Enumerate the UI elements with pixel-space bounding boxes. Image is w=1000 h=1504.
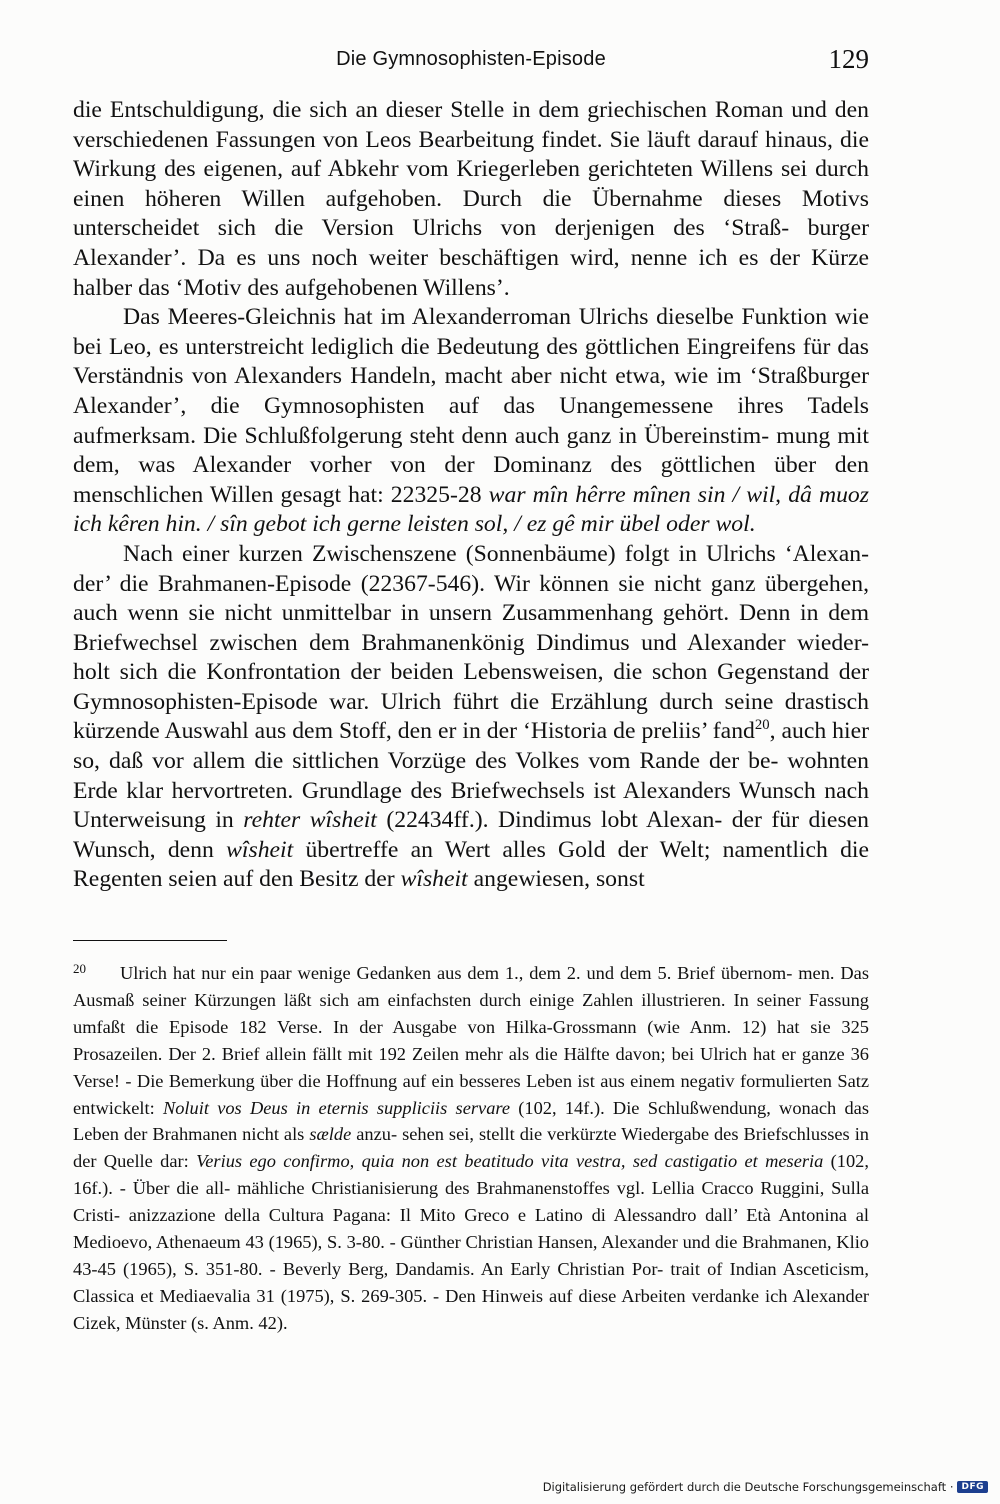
footnote-number: 20 [73,961,86,976]
paragraph-1 [73,96,869,303]
paragraph-2 [73,303,869,540]
digitization-credit [543,1480,988,1494]
footnote-text-3: anzu- sehen sei, stellt die verkürzte Wiedergabe des Briefschlusses in der Quelle dar: [73,1124,869,1172]
paragraph-3-text-d: übertreffe an Wert alles Gold der Welt; namentlich die Regenten seien auf den Besitz der [73,836,870,893]
footnote-text-4: (102, 16f.). - Über die all- mähliche Christianisierung des Brahmanenstoffes vgl. Lellia Cracco Ruggini, Sulla Cristi- anizzazione della Cultura Pagana: Il Mito Greco e Latino di Alessandro dall’ Età Antonina al Medioevo, Athenaeum 43 (1965), S. 3-80. - Günther Christian Hansen, Alexander und die Brahmanen, Klio 43-45 (1965), S. 351-80. - Beverly Berg, Dandamis. An Early Christian Por- trait of Indian Asceticism, Classica et Mediaevalia 31 (1975), S. 269-305. - Den Hinweis auf diese Arbeiten verdanke ich Alexander Cizek, Münster (s. Anm. 42). [73,1151,869,1333]
paragraph-3-text-a: Nach einer kurzen Zwischenszene (Sonnenbäume) folgt in Ulrichs ‘Alexan- der’ die Brahmanen-Episode (22367-546). Wir können sie nicht ganz übergehen, auch wenn sie nicht unmittelbar in unsern Zusammenhang gehört. Denn in dem Briefwechsel zwischen dem Brahmanenkönig Dindimus und Alexander wieder- holt sich die Konfrontation der beiden Lebensweisen, die schon Gegenstand der Gymnosophisten-Episode war. Ulrich führt die Erzählung durch seine drastisch kürzende Auswahl aus dem Stoff, den er in der ‘Historia de preliis’ fand [73,540,869,745]
page-number: 129 [828,44,869,74]
paragraph-2-text: Das Meeres-Gleichnis hat im Alexanderroman Ulrichs dieselbe Funktion wie bei Leo, es unterstreicht lediglich die Bedeutung des göttlichen Eingreifens für das Verständnis von Alexanders Handeln, macht aber nicht etwa, wie im ‘Straßburger Alexander’, die Gymnosophisten auf das Unangemessene ihres Tadels aufmerksam. Die Schlußfolgerung steht denn auch ganz in Übereinstim- mung mit dem, was Alexander vorher von der Dominanz des göttlichen über den menschlichen Willen gesagt hat: 22325-28 [73,304,869,508]
footnote-reference[interactable]: 20 [754,717,770,734]
running-title: Die Gymnosophisten-Episode [336,48,606,70]
paragraph-1-text: die Entschuldigung, die sich an dieser Stelle in dem griechischen Roman und den verschiedenen Fassungen von Leos Bearbeitung findet. Sie läuft darauf hinaus, die Wirkung des eigenen, auf Abkehr vom Kriegerleben gerichteten Willens sei durch einen höheren Willen aufgehoben. Durch die Übernahme dieses Motivs unterscheidet sich die Version Ulrichs von derjenigen des ‘Straß- burger Alexander’. Da es uns noch weiter beschäftigen wird, nenne ich es der Kürze halber das ‘Motiv des aufgehobenen Willens’. [73,97,869,301]
italic-term-wisheit-1: wîsheit [226,836,294,863]
italic-term-rehter-wisheit: rehter wîsheit [243,807,377,834]
paragraph-3-text-c: (22434ff.). Dindimus lobt Alexan- der für diesen Wunsch, denn [73,807,870,863]
body-text [73,96,869,895]
verse-quote: war mîn hêrre mînen sin / wil, dâ muoz ich kêren hin. / sîn gebot ich gerne leisten sol, / ez gê mir übel oder wol. [73,481,869,538]
footnote-separator [73,940,227,941]
paragraph-3-text-b: , auch hier so, daß vor allem die sittlichen Vorzüge des Volkes vom Rande der be- wohnten Erde klar hervortreten. Grundlage des Briefwechsels ist Alexanders Wunsch nach Unterweisung in [73,718,869,834]
paragraph-3-text-e: angewiesen, sonst [473,866,645,893]
page-header [73,44,869,80]
credit-text: Digitalisierung gefördert durch die Deutsche Forschungsgemeinschaft · [542,1480,954,1494]
dfg-logo-icon: DFG [957,1481,988,1493]
footnote-20 [73,956,869,1337]
italic-term-wisheit-2: wîsheit [400,866,468,893]
paragraph-3 [73,540,869,895]
footnote-text-1: Ulrich hat nur ein paar wenige Gedanken aus dem 1., dem 2. und dem 5. Brief übernom- men. Das Ausmaß seiner Kürzungen läßt sich am einfachsten durch einige Zahlen illustrieren. In seiner Fassung umfaßt die Episode 182 Verse. In der Ausgabe von Hilka-Grossmann (wie Anm. 12) hat sie 325 Prosazeilen. Der 2. Brief allein fällt mit 192 Zeilen mehr als die Hälfte davon; bei Ulrich hat er ganze 36 Verse! - Die Bemerkung über die Hoffnung auf ein besseres Leben ist aus einem negativ formulierten Satz entwickelt: [73,963,869,1118]
footnote-text-2: (102, 14f.). Die Schlußwendung, wonach das Leben der Brahmanen nicht als [73,1097,870,1145]
footnote-latin-quote-1: Noluit vos Deus in eternis suppliciis servare [162,1097,511,1118]
footnote-term-saelde: sælde [309,1124,352,1145]
footnote-latin-quote-2: Verius ego confirmo, quia non est beatitudo vita vestra, sed castigatio et meseria [196,1151,824,1172]
